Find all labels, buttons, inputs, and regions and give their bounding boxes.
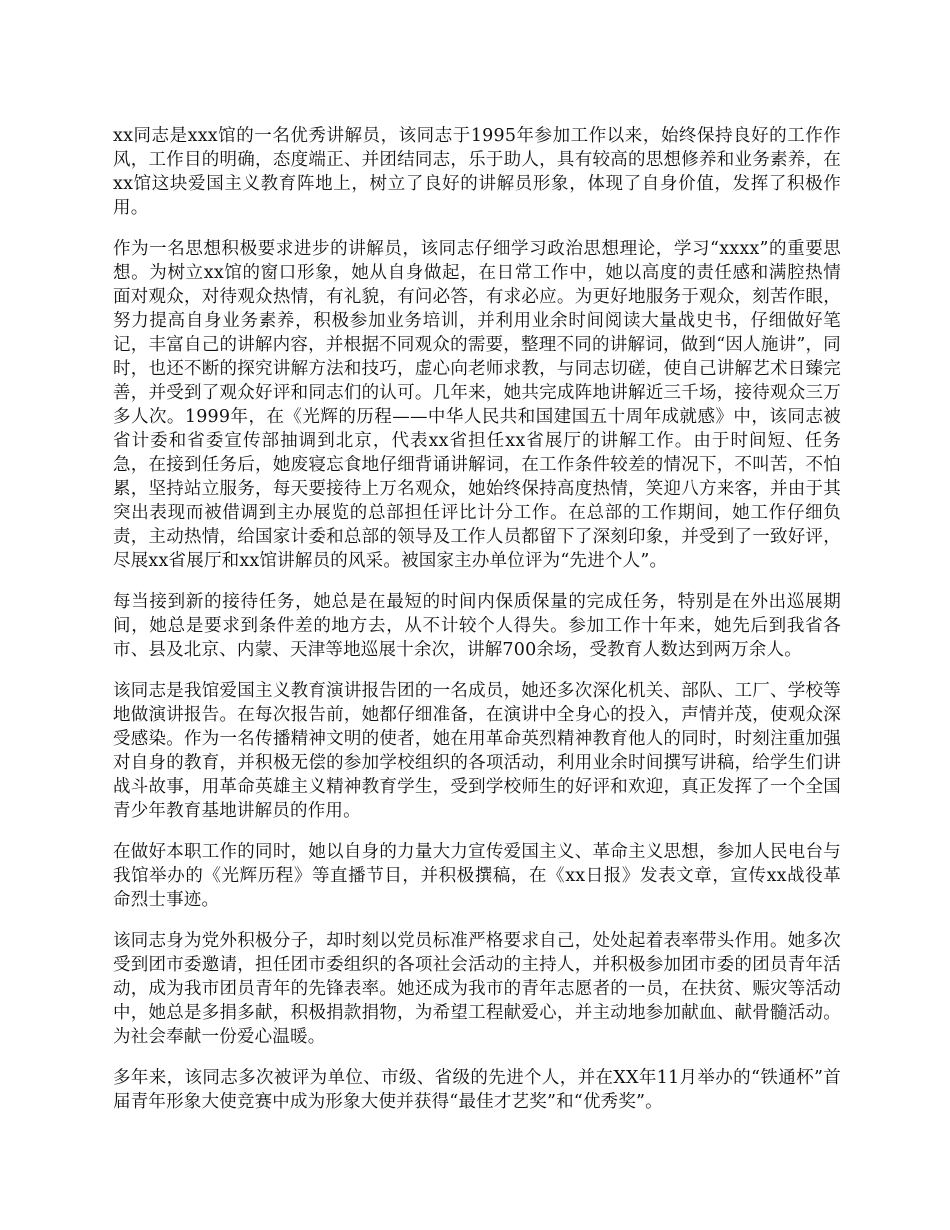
document-body [113,124,841,1131]
paragraph-4: 该同志是我馆爱国主义教育演讲报告团的一名成员，她还多次深化机关、部队、工厂、学校等地做演讲报告。在每次报告前，她都仔细准备，在演讲中全身心的投入，声情并茂，使观众深受感染。作为一名传播精神文明的使者，她在用革命英烈精神教育他人的同时，时刻注重加强对自身的教育，并积极无偿的参加学校组织的各项活动，利用业余时间撰写讲稿，给学生们讲战斗故事，用革命英雄主义精神教育学生，受到学校师生的好评和欢迎，真正发挥了一个全国青少年教育基地讲解员的作用。 [113,681,841,821]
paragraph-3: 每当接到新的接待任务，她总是在最短的时间内保质保量的完成任务，特别是在外出巡展期间，她总是要求到条件差的地方去，从不计较个人得失。参加工作十年来，她先后到我省各市、县及北京、内蒙、天津等地巡展十余次，讲解700余场，受教育人数达到两万余人。 [113,592,841,660]
paragraph-7: 多年来，该同志多次被评为单位、市级、省级的先进个人，并在XX年11月举办的“铁通杯”首届青年形象大使竞赛中成为形象大使并获得“最佳才艺奖”和“优秀奖”。 [113,1068,841,1112]
paragraph-5: 在做好本职工作的同时，她以自身的力量大力宣传爱国主义、革命主义思想，参加人民电台与我馆举办的《光辉历程》等直播节目，并积极撰稿，在《xx日报》发表文章，宣传xx战役革命烈士事迹。 [113,842,841,910]
paragraph-1: xx同志是xxx馆的一名优秀讲解员，该同志于1995年参加工作以来，始终保持良好的工作作风，工作目的明确，态度端正、并团结同志，乐于助人，具有较高的思想修养和业务素养，在xx馆这块爱国主义教育阵地上，树立了良好的讲解员形象，体现了自身价值，发挥了积极作用。 [113,126,841,218]
paragraph-2: 作为一名思想积极要求进步的讲解员，该同志仔细学习政治思想理论，学习“xxxx”的重要思想。为树立xx馆的窗口形象，她从自身做起，在日常工作中，她以高度的责任感和满腔热情面对观众，对待观众热情，有礼貌，有问必答，有求必应。为更好地服务于观众，刻苦作眼，努力提高自身业务素养，积极参加业务培训，并利用业余时间阅读大量战史书，仔细做好笔记，丰富自己的讲解内容，并根据不同观众的需要，整理不同的讲解词，做到“因人施讲”，同时，也还不断的探究讲解方法和技巧，虚心向老师求教，与同志切磋，使自己讲解艺术日臻完善，并受到了观众好评和同志们的认可。几年来，她共完成阵地讲解近三千场，接待观众三万多人次。1999年，在《光辉的历程——中华人民共和国建国五十周年成就感》中，该同志被省计委和省委宣传部抽调到北京，代表xx省担任xx省展厅的讲解工作。由于时间短、任务急，在接到任务后，她废寝忘食地仔细背诵讲解词，在工作条件较差的情况下，不叫苦，不怕累，坚持站立服务，每天要接待上万名观众，她始终保持高度热情，笑迎八方来客，并由于其突出表现而被借调到主办展览的总部担任评比计分工作。在总部的工作期间，她工作仔细负责，主动热情，给国家计委和总部的领导及工作人员都留下了深刻印象，并受到了一致好评，尽展xx省展厅和xx馆讲解员的风采。被国家主办单位评为“先进个人”。 [113,239,841,571]
paragraph-6: 该同志身为党外积极分子，却时刻以党员标准严格要求自己，处处起着表率带头作用。她多次受到团市委邀请，担任团市委组织的各项社会活动的主持人，并积极参加团市委的团员青年活动，成为我市团员青年的先锋表率。她还成为我市的青年志愿者的一员，在扶贫、赈灾等活动中，她总是多捐多献，积极捐款捐物，为希望工程献爱心，并主动地参加献血、献骨髓活动。为社会奉献一份爱心温暖。 [113,931,841,1047]
